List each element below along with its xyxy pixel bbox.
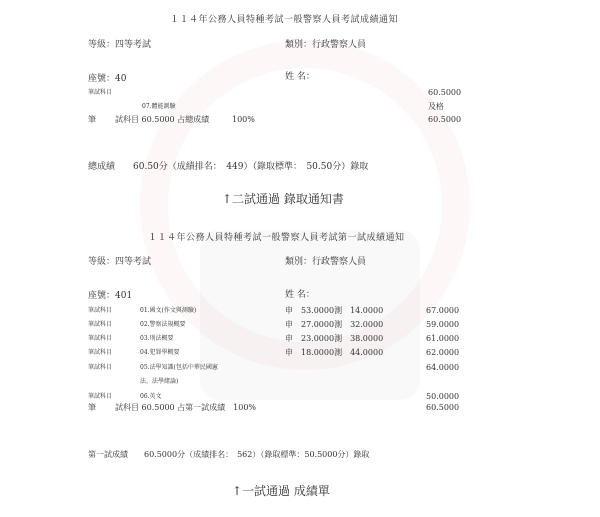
- row-label: 筆試科目: [88, 393, 113, 400]
- row-label: 筆試科目: [88, 307, 113, 314]
- sum-text-first: 試科目 60.5000 占第一試成績 100%: [115, 403, 257, 412]
- row-score: 61.0000: [426, 334, 460, 343]
- first-exam-total: 第一試成績 60.5000分（成績排名： 562）（錄取標準：50.5000分）錄取: [88, 450, 370, 459]
- watermark-shape: [200, 230, 420, 400]
- caption-second-exam: ↑二試通過 錄取通知書: [222, 192, 344, 206]
- row-subject: 02.警察法規概要: [140, 321, 186, 328]
- sum-score-first: 60.5000: [426, 403, 460, 412]
- row-subject: 法、法學緒論): [140, 378, 179, 385]
- caption-first-exam: ↑一試通過 成績單: [232, 484, 330, 498]
- notice-title: １１４年公務人員特種考試一般警察人員考試成績通知: [170, 15, 399, 25]
- row-label: 筆試科目: [88, 321, 113, 328]
- row-subject: 03.刑法概要: [140, 335, 174, 342]
- sum-score: 60.5000: [428, 115, 462, 124]
- name-label: 姓 名：: [285, 72, 315, 82]
- level-first: 等級：四等考試: [88, 257, 152, 267]
- row-subject: 04.犯罪學概要: [140, 349, 180, 356]
- notice-title-first: １１４年公務人員特種考試一般警察人員考試第一試成績通知: [148, 233, 405, 243]
- seat-number-first: 座號：401: [88, 291, 133, 301]
- category-first: 類別：行政警察人員: [285, 257, 367, 267]
- row-score: 67.0000: [426, 306, 460, 315]
- level: 等級：四等考試: [88, 40, 152, 50]
- row-subject: 06.英文: [140, 393, 162, 400]
- sum-percent: 100%: [232, 115, 255, 124]
- row-detail: 申 18.0000測 44.0000: [285, 348, 384, 357]
- sum-label: 筆: [88, 115, 96, 124]
- row-detail: 申 53.0000測 14.0000: [285, 306, 384, 315]
- name-label-first: 姓 名：: [285, 290, 315, 300]
- row-detail: 申 27.0000測 32.0000: [285, 320, 384, 329]
- sum-label-first: 筆: [88, 403, 96, 412]
- row-subject: 05.法學知識(包括中華民國憲: [140, 364, 218, 371]
- sum-text: 試科目 60.5000 占總成績: [115, 115, 210, 124]
- row-label: 筆試科目: [88, 335, 113, 342]
- row-subject: 01.國文(作文與測驗): [140, 307, 197, 314]
- row-score: 50.0000: [426, 392, 460, 401]
- row-label: 筆試科目: [88, 364, 113, 371]
- row-score: 64.0000: [426, 363, 460, 372]
- subject-label: 筆試科目: [88, 89, 113, 96]
- row-label: 筆試科目: [88, 349, 113, 356]
- pass-status: 及格: [428, 102, 444, 111]
- subject-name: 07.體能測驗: [142, 103, 176, 110]
- subject-score: 60.5000: [428, 88, 462, 97]
- category: 類別：行政警察人員: [285, 40, 367, 50]
- row-detail: 申 23.0000測 38.0000: [285, 334, 384, 343]
- seat-number: 座號：40: [88, 74, 127, 84]
- row-score: 59.0000: [426, 320, 460, 329]
- total-score: 總成績 60.50分（成績排名： 449）（錄取標準： 50.50分）錄取: [88, 162, 369, 172]
- row-score: 62.0000: [426, 348, 460, 357]
